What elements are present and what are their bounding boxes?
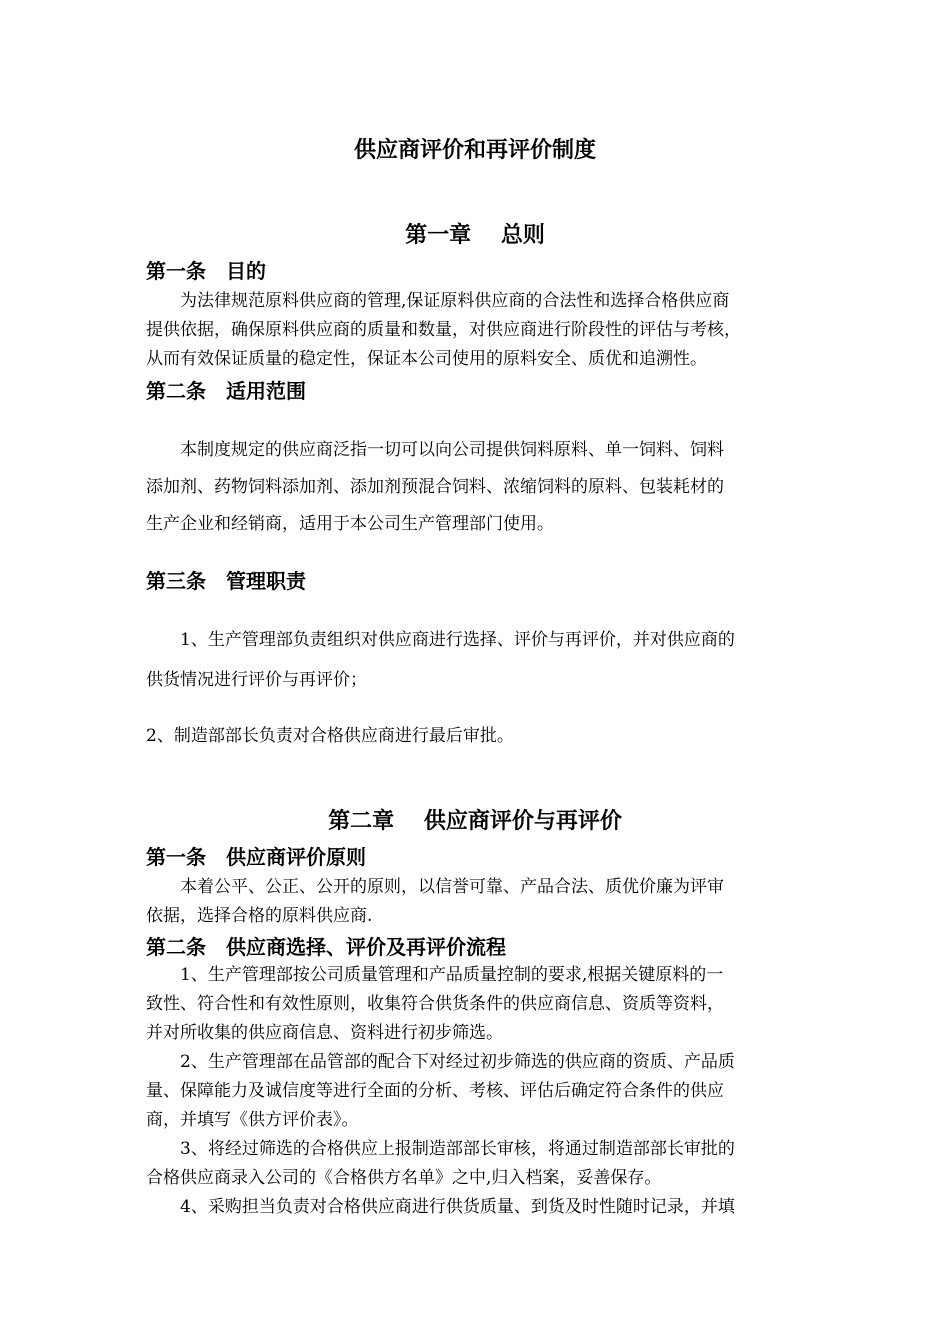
text-line: 1、生产管理部负责组织对供应商进行选择、评价与再评价，并对供应商的 bbox=[146, 630, 735, 650]
chapter-1-article-3-item-2 bbox=[146, 716, 810, 756]
text-line: 依据，选择合格的原料供应商. bbox=[146, 906, 373, 926]
text-line: 提供依据，确保原料供应商的质量和数量，对供应商进行阶段性的评估与考核， bbox=[146, 320, 741, 340]
text-line: 供货情况进行评价与再评价； bbox=[146, 670, 367, 690]
chapter-1-article-3-text bbox=[146, 620, 810, 700]
text-line: 3、将经过筛选的合格供应上报制造部部长审核，将通过制造部部长审批的 bbox=[146, 1139, 735, 1159]
chapter-1-article-1-text bbox=[146, 287, 810, 374]
text-line: 量、保障能力及诚信度等进行全面的分析、考核、评估后确定符合条件的供应 bbox=[146, 1081, 724, 1101]
chapter-2-article-2-heading: 第二条 供应商选择、评价及再评价流程 bbox=[146, 935, 506, 959]
chapter-1-article-2-text bbox=[146, 432, 810, 543]
chapter-2-article-1-text bbox=[146, 873, 810, 931]
text-line: 致性、符合性和有效性原则，收集符合供货条件的供应商信息、资质等资料， bbox=[146, 994, 724, 1014]
chapter-1-article-3-heading: 第三条 管理职责 bbox=[146, 569, 306, 593]
chapter-2-heading: 第二章 供应商评价与再评价 bbox=[328, 808, 622, 834]
text-line: 本着公平、公正、公开的原则，以信誉可靠、产品合法、质优价廉为评审 bbox=[146, 877, 724, 897]
text-line: 从而有效保证质量的稳定性，保证本公司使用的原料安全、质优和追溯性。 bbox=[146, 349, 707, 369]
chapter-2-article-2-text bbox=[146, 961, 810, 1222]
text-line: 商，并填写《供方评价表》。 bbox=[146, 1110, 359, 1130]
text-line: 添加剂、药物饲料添加剂、添加剂预混合饲料、浓缩饲料的原料、包装耗材的 bbox=[146, 477, 724, 497]
chapter-1-article-1-heading: 第一条 目的 bbox=[146, 259, 266, 283]
text-line: 2、制造部部长负责对合格供应商进行最后审批。 bbox=[146, 726, 514, 746]
text-line: 合格供应商录入公司的《合格供方名单》之中,归入档案，妥善保存。 bbox=[146, 1168, 662, 1188]
document-title: 供应商评价和再评价制度 bbox=[353, 137, 596, 163]
text-line: 生产企业和经销商，适用于本公司生产管理部门使用。 bbox=[146, 514, 554, 534]
chapter-2-article-1-heading: 第一条 供应商评价原则 bbox=[146, 845, 366, 869]
text-line: 本制度规定的供应商泛指一切可以向公司提供饲料原料、单一饲料、饲料 bbox=[146, 440, 724, 460]
text-line: 并对所收集的供应商信息、资料进行初步筛选。 bbox=[146, 1023, 503, 1043]
text-line: 1、生产管理部按公司质量管理和产品质量控制的要求,根据关键原料的一 bbox=[146, 965, 724, 985]
text-line: 4、采购担当负责对合格供应商进行供货质量、到货及时性随时记录，并填 bbox=[146, 1197, 735, 1217]
text-line: 为法律规范原料供应商的管理,保证原料供应商的合法性和选择合格供应商 bbox=[146, 291, 730, 311]
chapter-1-article-2-heading: 第二条 适用范围 bbox=[146, 379, 306, 403]
text-line: 2、生产管理部在品管部的配合下对经过初步筛选的供应商的资质、产品质 bbox=[146, 1052, 735, 1072]
chapter-1-heading: 第一章 总则 bbox=[405, 222, 545, 248]
